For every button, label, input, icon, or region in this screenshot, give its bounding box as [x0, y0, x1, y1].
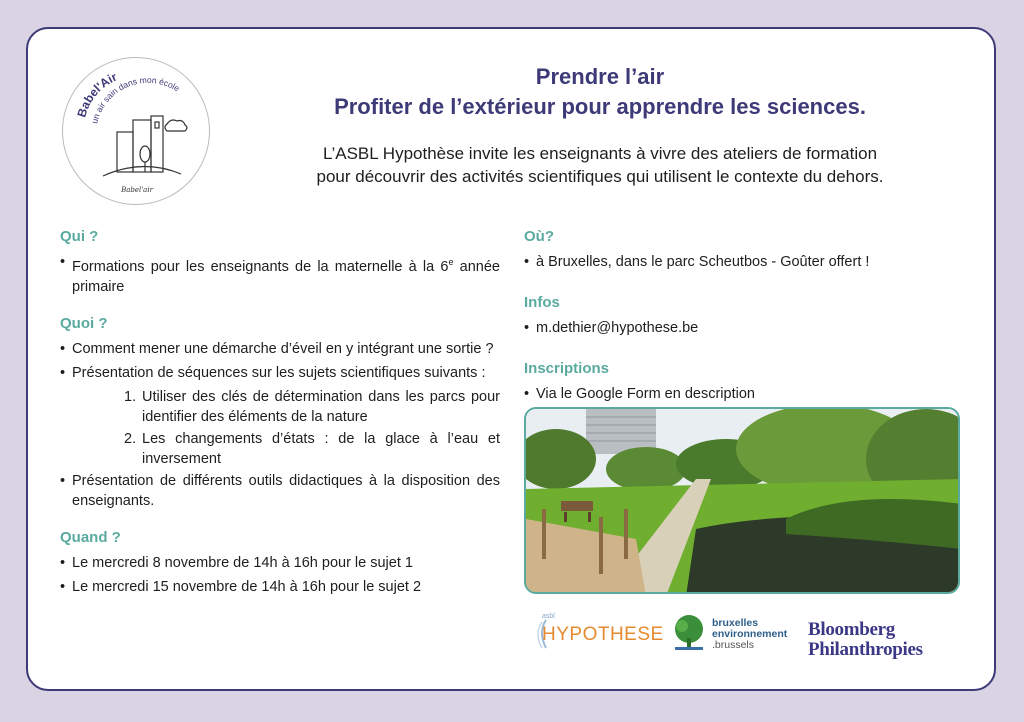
ou-item: • à Bruxelles, dans le parc Scheutbos - Goûter offert ! [524, 252, 964, 272]
logo-tagline: un air sain dans mon école [89, 74, 182, 125]
left-column [60, 228, 500, 601]
qui-item-text: Formations pour les enseignants de la maternelle à la [72, 258, 435, 275]
park-photo [524, 407, 960, 594]
quoi-subitem-2-num: 2. [124, 430, 137, 447]
page-title: Prendre l’air [535, 64, 665, 89]
right-column [524, 228, 964, 408]
qui-item [60, 252, 500, 297]
quoi-subitem-2 [60, 429, 500, 469]
intro-line-2: pour découvrir des activités scientifiques qui utilisent le contexte du dehors. [316, 167, 884, 186]
quoi-item-2: • Présentation de séquences sur les sujets scientifiques suivants : [60, 363, 500, 383]
header [250, 62, 950, 188]
logo-name: Babel'Air [74, 69, 119, 119]
quoi-subitem-2-text: Les changements d’états : de la glace à l’eau et inversement [142, 430, 500, 467]
bp-line-2: Philanthropies [808, 639, 923, 660]
ou-title: Où? [524, 228, 554, 245]
quoi-title: Quoi ? [60, 314, 108, 332]
quoi-item-3: • Présentation de différents outils didactiques à la disposition des enseignants. [60, 471, 500, 511]
infos-email[interactable]: • m.dethier@hypothese.be [524, 318, 964, 338]
inscriptions-item: • Via le Google Form en description [524, 384, 964, 404]
qui-item-sup: e [448, 257, 454, 267]
quand-title: Quand ? [60, 528, 121, 546]
intro-line-1: L’ASBL Hypothèse invite les enseignants à vivre des ateliers de formation [322, 144, 878, 163]
quand-item-1: • Le mercredi 8 novembre de 14h à 16h pour le sujet 1 [60, 553, 500, 573]
be-line-2: environnement [712, 628, 788, 640]
inscriptions-title: Inscriptions [524, 360, 610, 377]
infos-title: Infos [524, 294, 560, 311]
tree-icon [672, 614, 706, 654]
quoi-item-1: • Comment mener une démarche d’éveil en y intégrant une sortie ? [60, 339, 500, 359]
quand-item-2: • Le mercredi 15 novembre de 14h à 16h pour le sujet 2 [60, 577, 500, 597]
quoi-subitem-1-text: Utiliser des clés de détermination dans les parcs pour identifier des éléments de la nature [142, 388, 500, 425]
hypothese-asbl: asbl [542, 613, 555, 620]
qui-item-rest: année primaire [72, 258, 500, 295]
qui-title: Qui ? [60, 228, 99, 245]
quoi-subitem-1 [60, 387, 500, 427]
bruxelles-environnement-logo [672, 610, 792, 660]
logo-signature: Babel'air [121, 186, 153, 194]
hypothese-wordmark: HYPOTHESE [542, 624, 664, 645]
bp-line-1: Bloomberg [808, 619, 896, 640]
hypothese-logo [528, 610, 664, 656]
qui-item-num: 6 [440, 258, 449, 275]
quoi-subitem-1-num: 1. [124, 388, 137, 405]
bloomberg-philanthropies-logo [808, 620, 958, 670]
be-line-3: .brussels [712, 639, 755, 651]
be-line-1: bruxelles [712, 617, 759, 629]
page-subtitle: Profiter de l’extérieur pour apprendre les sciences. [334, 94, 866, 119]
babelair-logo [62, 57, 210, 205]
buildings-icon [103, 116, 187, 176]
intro-text [250, 142, 950, 188]
